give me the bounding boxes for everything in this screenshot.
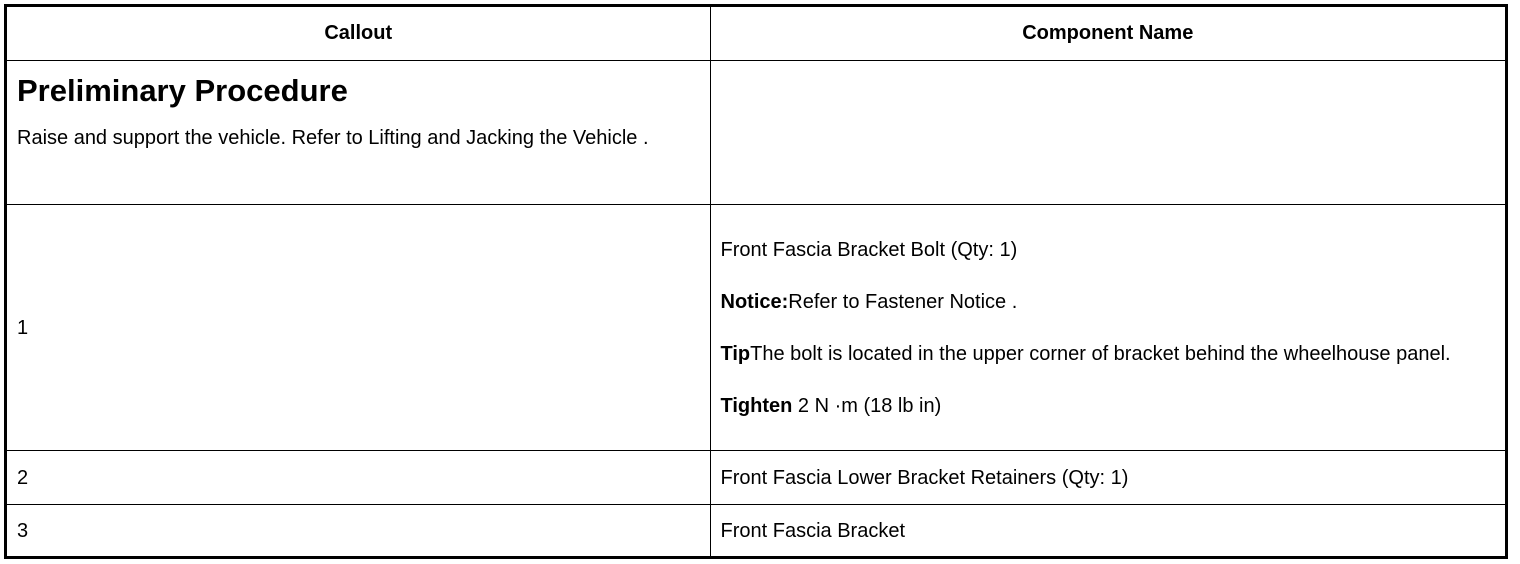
- procedure-table: [7, 7, 1505, 556]
- tip-text: The bolt is located in the upper corner of bracket behind the wheelhouse panel.: [750, 342, 1451, 365]
- preliminary-empty-cell: [710, 60, 1505, 204]
- preliminary-procedure-row: [7, 60, 1505, 204]
- component-name-column-header: Component Name: [710, 7, 1505, 60]
- tip-label: Tip: [720, 342, 751, 365]
- component-cell: Front Fascia Bracket: [710, 505, 1505, 556]
- tighten-line: [721, 391, 1461, 421]
- notice-label: Notice:: [720, 290, 789, 313]
- tighten-label: Tighten: [720, 394, 793, 417]
- table-row: [7, 204, 1505, 450]
- tighten-text: 2 N ·m (18 lb in): [792, 394, 942, 417]
- procedure-table-frame: [4, 4, 1508, 559]
- preliminary-procedure-text: Raise and support the vehicle. Refer to Lifting and Jacking the Vehicle .: [17, 126, 649, 149]
- notice-text: Refer to Fastener Notice .: [788, 290, 1018, 313]
- preliminary-procedure-title: Preliminary Procedure: [17, 72, 348, 108]
- preliminary-procedure-cell: [7, 60, 710, 204]
- table-row: [7, 451, 1505, 505]
- table-row: [7, 505, 1505, 556]
- component-cell: Front Fascia Lower Bracket Retainers (Qty: 1): [710, 451, 1505, 505]
- callout-cell: 3: [7, 505, 710, 556]
- callout-cell: 1: [7, 204, 710, 450]
- callout-cell: 2: [7, 451, 710, 505]
- callout-column-header: Callout: [7, 7, 710, 60]
- component-name: Front Fascia Bracket Bolt (Qty: 1): [720, 238, 1018, 261]
- notice-line: [721, 287, 1461, 317]
- table-header-row: [7, 7, 1505, 60]
- component-cell: [710, 204, 1505, 450]
- tip-line: [721, 339, 1461, 369]
